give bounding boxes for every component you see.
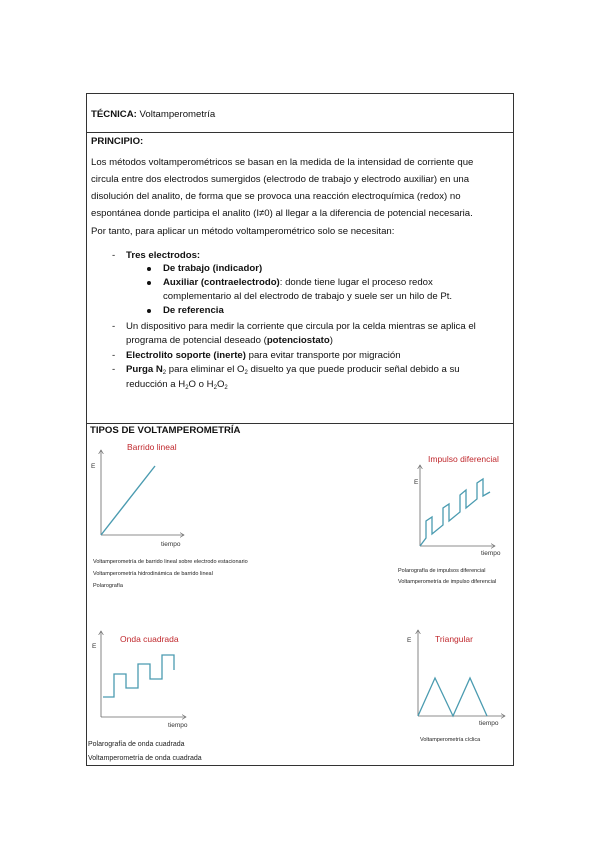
caption: Voltamperometría de barrido lineal sobre electrodo estacionario xyxy=(93,559,248,565)
signal-line xyxy=(420,479,490,546)
axis-label: E xyxy=(91,463,96,470)
list-item: Electrolito soporte (inerte) para evitar transporte por migración xyxy=(126,350,401,361)
list-item: Purga $N_2$ para eliminar el $O_2$ disuelto ya que puede producir señal debido a su xyxy=(126,364,460,376)
dash-bullet: - xyxy=(112,250,116,261)
caption: Voltamperometría de impulso diferencial xyxy=(398,579,497,585)
list-item: De referencia xyxy=(163,305,224,316)
principio-heading: PRINCIPIO: xyxy=(91,136,144,147)
diagram-title: Onda cuadrada xyxy=(120,634,179,644)
list-item: Tres electrodos: xyxy=(126,250,201,261)
diagram-title: Barrido lineal xyxy=(127,442,177,452)
diagram-title: Impulso diferencial xyxy=(428,454,499,464)
axis-label: E xyxy=(407,637,412,644)
paragraph-line: espontánea donde participa el analito (I≠0) al llegar a la diferencia de potencial necesaria. xyxy=(91,208,473,219)
signal-line xyxy=(103,655,174,697)
list-item: De trabajo (indicador) xyxy=(163,263,263,274)
axis-label: E xyxy=(414,479,419,486)
caption: Voltamperometría hidrodinámica de barrido lineal xyxy=(93,571,213,577)
paragraph-line: Los métodos voltamperométricos se basan en la medida de la intensidad de corriente que xyxy=(91,157,474,168)
caption: Polarografía de onda cuadrada xyxy=(88,741,185,748)
triangular-diagram xyxy=(407,630,505,743)
dash-bullet: - xyxy=(112,364,116,375)
list-item: Auxiliar (contraelectrodo): donde tiene lugar el proceso redox xyxy=(163,277,433,288)
paragraph-line: circula entre dos electrodos sumergidos (electrodo de trabajo y electrodo auxiliar) en una xyxy=(91,174,470,185)
list-item-cont: programa de potencial deseado (potenciostato) xyxy=(126,335,333,346)
caption: Voltamperometría cíclica xyxy=(420,737,481,743)
caption: Voltamperometría de onda cuadrada xyxy=(88,755,202,762)
barrido-lineal-diagram xyxy=(91,442,248,589)
axis-label: tiempo xyxy=(481,550,501,557)
intro-text: Por tanto, para aplicar un método voltamperométrico solo se necesitan: xyxy=(91,226,395,237)
list-item: Un dispositivo para medir la corriente que circula por la celda mientras se aplica el xyxy=(126,321,476,332)
signal-line xyxy=(101,466,155,535)
dash-bullet: - xyxy=(112,321,116,332)
caption: Polarografía de impulsos diferencial xyxy=(398,568,486,574)
axis-label: tiempo xyxy=(168,722,188,729)
caption: Polarografía xyxy=(93,583,123,589)
list-item-cont: complementario al del electrodo de trabajo y suele ser un hilo de Pt. xyxy=(163,291,453,302)
tipos-heading: TIPOS DE VOLTAMPEROMETRÍA xyxy=(90,425,241,436)
axis-label: tiempo xyxy=(479,720,499,727)
onda-cuadrada-diagram xyxy=(88,631,202,762)
impulso-diferencial-diagram xyxy=(398,454,501,585)
paragraph-line: disolución del analito, de forma que se provoca una reacción electroquímica (redox) no xyxy=(91,191,461,202)
diagram-title: Triangular xyxy=(435,634,473,644)
list-item-cont: reducción a $H_2O$ o $H_2O_2$ xyxy=(126,379,228,391)
technique-title: TÉCNICA: Voltamperometría xyxy=(91,109,216,120)
axis-label: tiempo xyxy=(161,541,181,548)
dash-bullet: - xyxy=(112,350,116,361)
axis-label: E xyxy=(92,643,97,650)
signal-line xyxy=(418,678,487,716)
